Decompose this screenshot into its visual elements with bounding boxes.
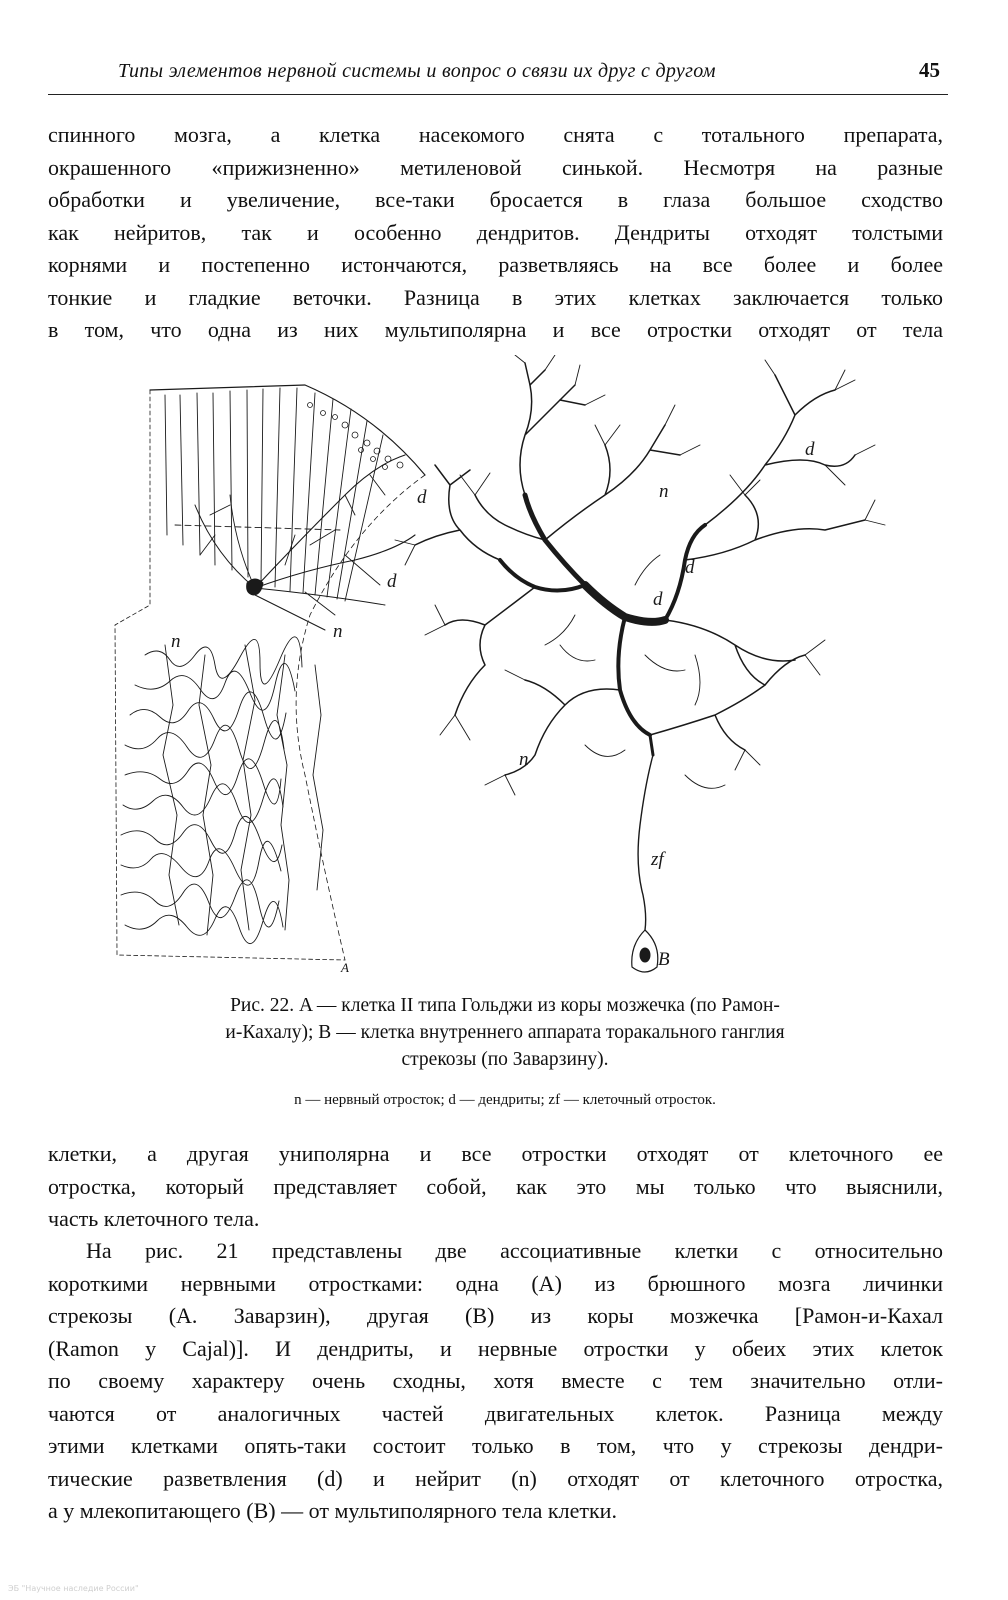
text-line: окрашенного «прижизненно» метиленовой синькой. Несмотря на разные (48, 154, 943, 180)
text-line: (Ramon y Cajal)]. И дендриты, и нервные отростки у обеих этих клеток (48, 1335, 943, 1361)
figure-legend: n — нервный отросток; d — дендриты; zf — клеточный отросток. (294, 1092, 716, 1108)
text-line: по своему характеру очень сходны, хотя вместе с тем значительно отли- (48, 1368, 943, 1393)
panel-a-drawing (115, 385, 425, 960)
label-b: B (658, 949, 670, 970)
text-line: обработки и увеличение, все-таки бросается в глаза большое сходство (48, 187, 943, 212)
label-d-a1: d (417, 487, 427, 508)
caption-line: стрекозы (по Заварзину). (401, 1049, 609, 1070)
running-header (48, 58, 948, 95)
label-a: A (341, 960, 349, 975)
text-line: тические разветвления (d) и нейрит (n) отходят от клеточного отростка, (48, 1465, 943, 1491)
running-title: Типы элементов нервной системы и вопрос о связи их друг с другом (118, 60, 716, 82)
label-n-b2: n (519, 749, 529, 770)
text-line: чаются от аналогичных частей двигательных клеток. Разница между (48, 1400, 943, 1426)
text-line: а у млекопитающего (B) — от мультиполярного тела клетки. (48, 1498, 617, 1523)
caption-line: Рис. 22. A — клетка II типа Гольджи из коры мозжечка (по Рамон- (230, 995, 780, 1016)
neuron-illustration (105, 355, 905, 980)
label-d-b1: d (805, 439, 815, 460)
text-line: отростка, который представляет собой, как это мы только что выяснили, (48, 1173, 943, 1199)
label-d-b2: d (685, 557, 695, 578)
paragraph-bottom (48, 1235, 943, 1528)
text-line: как нейритов, так и особенно дендритов. Дендриты отходят толстыми (48, 219, 943, 245)
caption-line: и-Кахалу); B — клетка внутреннего аппарата торакального ганглия (225, 1022, 785, 1043)
text-line: тонкие и гладкие веточки. Разница в этих клетках заключается только (48, 284, 943, 310)
label-zf: zf (651, 849, 664, 870)
watermark: ЭБ "Научное наследие России" (8, 1584, 139, 1593)
text-line: часть клеточного тела. (48, 1206, 260, 1231)
page-number: 45 (919, 58, 940, 82)
text-line: спинного мозга, а клетка насекомого снята с тотального препарата, (48, 122, 943, 147)
label-d-a2: d (387, 571, 397, 592)
label-n-b1: n (659, 481, 669, 502)
label-n-a1: n (333, 621, 343, 642)
text-line: корнями и постепенно истончаются, разветвляясь на все более и более (48, 252, 943, 277)
label-d-b3: d (653, 589, 663, 610)
text-line: клетки, а другая униполярна и все отростки отходят от клеточного ее (48, 1141, 943, 1166)
text-line: этими клетками опять-таки состоит только в том, что у стрекозы дендри- (48, 1433, 943, 1458)
label-n-a2: n (171, 631, 181, 652)
paragraph-mid (48, 1138, 943, 1236)
text-line: короткими нервными отростками: одна (A) из брюшного мозга личинки (48, 1270, 943, 1296)
figure-22 (105, 355, 905, 980)
text-line: в том, что одна из них мультиполярна и все отростки отходят от тела (48, 317, 943, 342)
figure-caption (95, 992, 915, 1073)
text-line: стрекозы (А. Заварзин), другая (B) из коры мозжечка [Рамон-и-Кахал (48, 1303, 943, 1328)
text-line: На рис. 21 представлены две ассоциативные клетки с относительно (86, 1238, 943, 1263)
paragraph-top (48, 119, 943, 347)
